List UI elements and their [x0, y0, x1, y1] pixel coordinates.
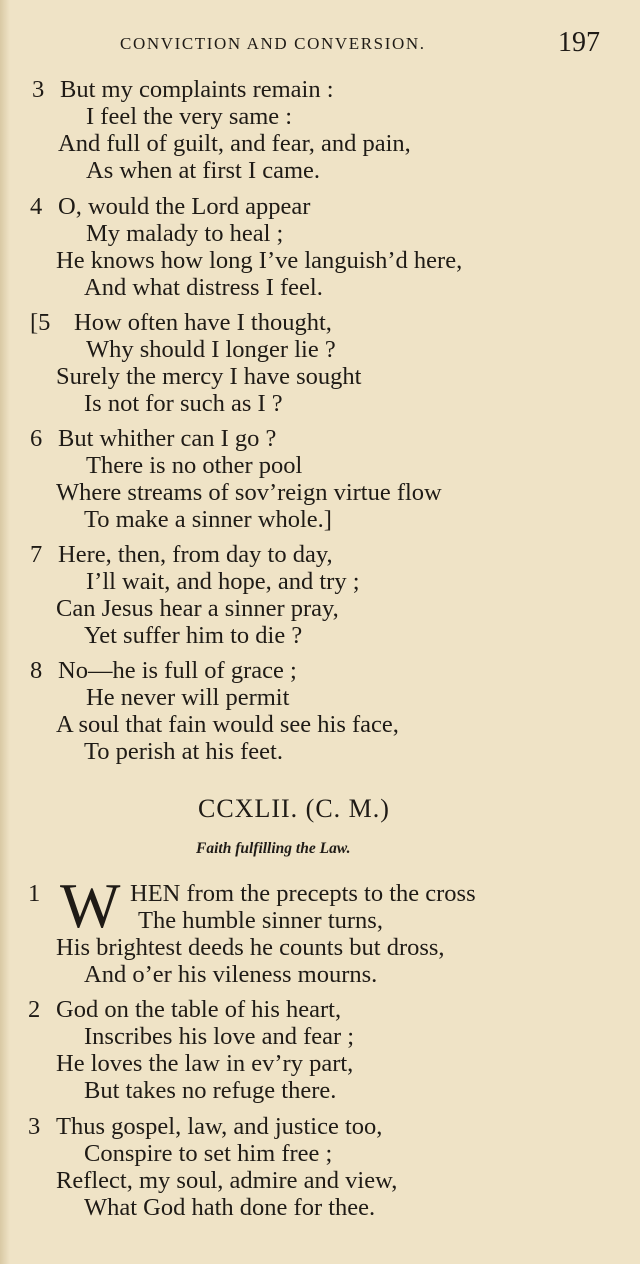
- verse-line: And full of guilt, and fear, and pain,: [58, 130, 411, 157]
- verse-line: Where streams of sov’reign virtue flow: [56, 479, 442, 506]
- verse-line: Yet suffer him to die ?: [84, 622, 303, 649]
- verse-line: I feel the very same :: [86, 103, 293, 130]
- verse-line: His brightest deeds he counts but dross,: [56, 934, 445, 961]
- verse-line: God on the table of his heart,: [56, 996, 342, 1023]
- verse-line: But takes no refuge there.: [84, 1077, 337, 1104]
- verse-line: To make a sinner whole.]: [84, 506, 332, 533]
- verse-line: Surely the mercy I have sought: [56, 363, 362, 390]
- hymn-title: CCXLII. (C. M.): [198, 794, 390, 823]
- verse-line: The humble sinner turns,: [138, 907, 383, 934]
- verse-line: But whither can I go ?: [58, 425, 277, 452]
- verse-line: As when at first I came.: [86, 157, 321, 184]
- verse-line: And o’er his vileness mourns.: [84, 961, 378, 988]
- page-number: 197: [558, 27, 600, 58]
- verse-line: What God hath done for thee.: [84, 1194, 376, 1221]
- verse-line: Reflect, my soul, admire and view,: [56, 1167, 398, 1194]
- verse-line: To perish at his feet.: [84, 738, 283, 765]
- verse-line: Inscribes his love and fear ;: [84, 1023, 355, 1050]
- verse-number: 1: [28, 880, 41, 907]
- verse-line: How often have I thought,: [74, 309, 332, 336]
- verse-number: 7: [30, 541, 43, 568]
- verse-line: But my complaints remain :: [60, 76, 334, 103]
- verse-number: 4: [30, 193, 43, 220]
- verse-number: 8: [30, 657, 43, 684]
- verse-line: No—he is full of grace ;: [58, 657, 297, 684]
- hymn-subtitle: Faith fulfilling the Law.: [196, 840, 351, 857]
- verse-line: Is not for such as I ?: [84, 390, 283, 417]
- drop-cap: W: [60, 870, 121, 941]
- verse-line: He knows how long I’ve languish’d here,: [56, 247, 463, 274]
- verse-line: Why should I longer lie ?: [86, 336, 336, 363]
- running-head: CONVICTION AND CONVERSION.: [120, 34, 426, 53]
- verse-line: Here, then, from day to day,: [58, 541, 333, 568]
- verse-number: 3: [28, 1113, 41, 1140]
- verse-line: Thus gospel, law, and justice too,: [56, 1113, 383, 1140]
- verse-number: 3: [32, 76, 45, 103]
- verse-line: My malady to heal ;: [86, 220, 284, 247]
- verse-number: [5: [30, 309, 51, 336]
- verse-line: Conspire to set him free ;: [84, 1140, 333, 1167]
- verse-line: And what distress I feel.: [84, 274, 323, 301]
- verse-line: He loves the law in ev’ry part,: [56, 1050, 354, 1077]
- verse-line: I’ll wait, and hope, and try ;: [86, 568, 360, 595]
- page-gutter-edge: [0, 0, 10, 1264]
- verse-line: HEN from the precepts to the cross: [130, 880, 476, 907]
- verse-number: 6: [30, 425, 43, 452]
- verse-line: He never will permit: [86, 684, 290, 711]
- verse-line: A soul that fain would see his face,: [56, 711, 399, 738]
- verse-line: There is no other pool: [86, 452, 303, 479]
- verse-line: Can Jesus hear a sinner pray,: [56, 595, 339, 622]
- verse-line: O, would the Lord appear: [58, 193, 311, 220]
- verse-number: 2: [28, 996, 41, 1023]
